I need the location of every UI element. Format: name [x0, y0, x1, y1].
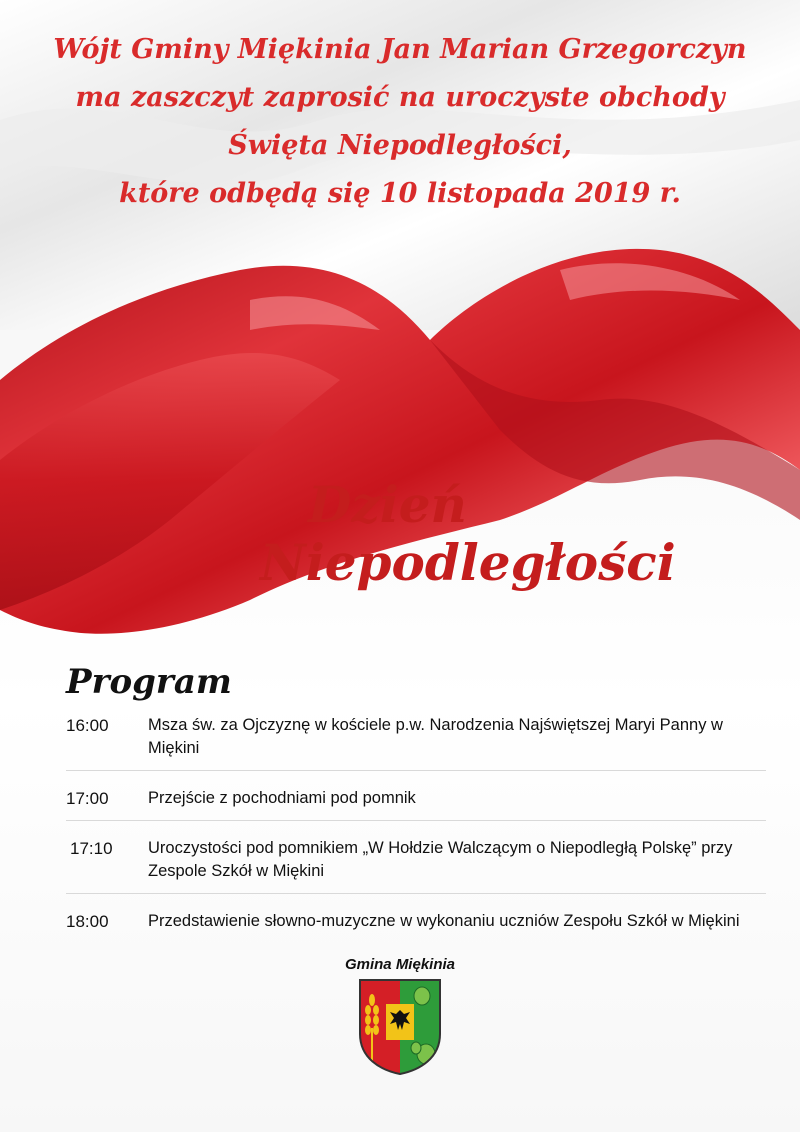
- program-time: 18:00: [66, 912, 109, 931]
- program-item: [66, 831, 766, 894]
- invitation-line-1: Wójt Gminy Miękinia Jan Marian Grzegorczyn: [53, 34, 747, 65]
- program-time: 17:00: [66, 789, 109, 808]
- program-item: [66, 781, 766, 821]
- invitation-text: [20, 26, 780, 218]
- invitation-line-3: Święta Niepodległości,: [228, 130, 572, 161]
- program-heading: Program: [66, 662, 232, 702]
- coat-of-arms-icon: [358, 978, 442, 1076]
- event-title-line-2: Niepodległości: [260, 532, 676, 592]
- program-item: [66, 904, 766, 943]
- program-description: Msza św. za Ojczyznę w kościele p.w. Narodzenia Najświętszej Maryi Panny w Miękini: [148, 716, 723, 757]
- event-title-line-1: Dzień: [308, 475, 467, 534]
- program-list: [66, 708, 766, 953]
- program-description: Przejście z pochodniami pod pomnik: [148, 789, 416, 807]
- program-description: Uroczystości pod pomnikiem „W Hołdzie Walczącym o Niepodległą Polskę” przy Zespole Szkół w Miękini: [148, 839, 733, 880]
- invitation-line-4: które odbędą się 10 listopada 2019 r.: [119, 178, 681, 209]
- municipality-name: Gmina Miękinia: [344, 956, 456, 973]
- program-time: 17:10: [70, 839, 113, 858]
- program-item: [66, 708, 766, 771]
- program-time: 16:00: [66, 716, 109, 735]
- event-title: [260, 476, 780, 591]
- invitation-line-2: ma zaszczyt zaprosić na uroczyste obchody: [75, 82, 725, 113]
- program-description: Przedstawienie słowno-muzyczne w wykonaniu uczniów Zespołu Szkół w Miękini: [148, 912, 740, 930]
